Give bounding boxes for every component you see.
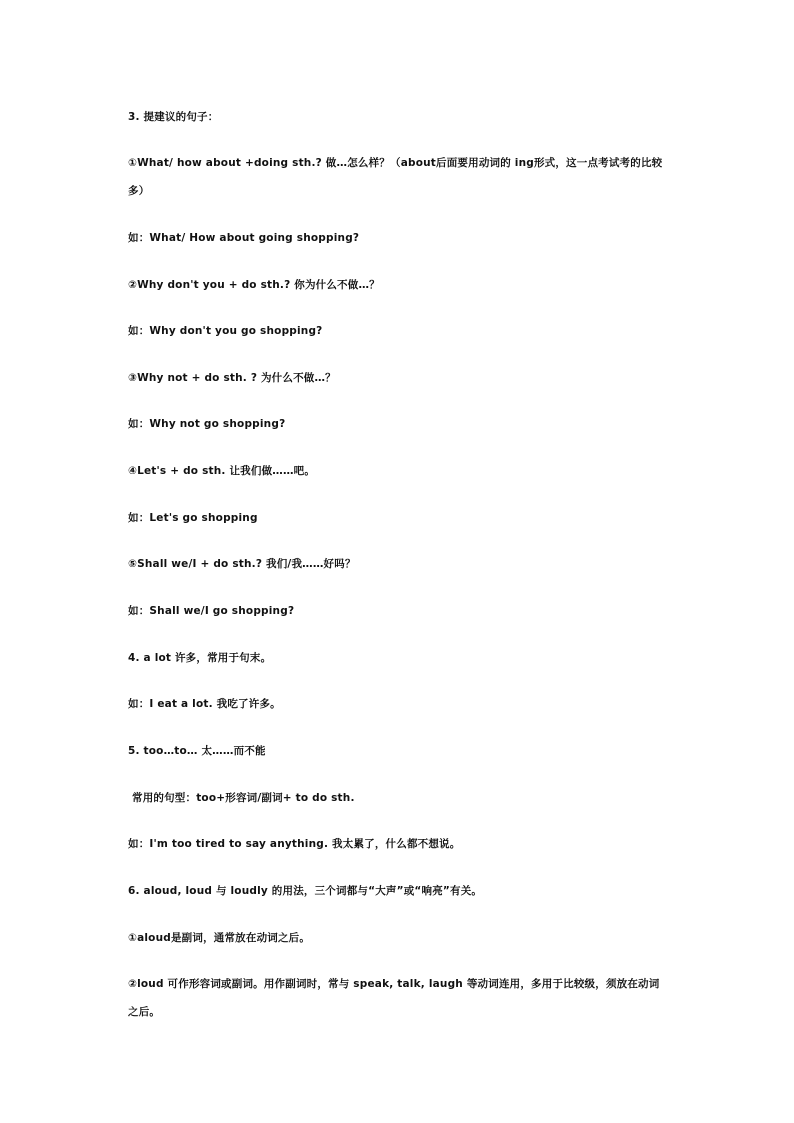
pattern-shall-we: ⑤Shall we/I + do sth.? 我们/我……好吗？	[128, 558, 356, 570]
section-heading-too-to: 5. too…to… 太……而不能	[128, 745, 266, 757]
example-lets: 如：Let's go shopping	[128, 512, 258, 524]
section-heading-a-lot: 4. a lot 许多，常用于句末。	[128, 652, 272, 664]
pattern-lets: ④Let's + do sth. 让我们做……吧。	[128, 465, 316, 477]
example-what-how-about: 如：What/ How about going shopping?	[128, 232, 360, 244]
section-heading-suggestions: 3. 提建议的句子：	[128, 111, 219, 123]
pattern-what-how-about: ①What/ how about +doing sth.? 做…怎么样？（about后面要用动词的 ing形式，这一点考试考的比较多）	[128, 157, 663, 197]
example-too-to: 如：I'm too tired to say anything. 我太累了，什么都不想说。	[128, 838, 461, 850]
usage-aloud: ①aloud是副词，通常放在动词之后。	[128, 932, 311, 944]
pattern-why-dont-you: ②Why don't you + do sth.? 你为什么不做…？	[128, 279, 380, 291]
example-a-lot: 如：I eat a lot. 我吃了许多。	[128, 698, 281, 710]
example-why-dont-you: 如：Why don't you go shopping?	[128, 325, 323, 337]
pattern-why-not: ③Why not + do sth. ? 为什么不做…？	[128, 372, 336, 384]
pattern-too-to: 常用的句型：too+形容词/副词+ to do sth.	[132, 792, 355, 804]
section-heading-aloud-loud-loudly: 6. aloud, loud 与 loudly 的用法，三个词都与“大声”或“响亮”有关。	[128, 885, 483, 897]
example-why-not: 如：Why not go shopping?	[128, 418, 286, 430]
example-shall-we: 如：Shall we/I go shopping?	[128, 605, 295, 617]
usage-loud: ②loud 可作形容词或副词。用作副词时，常与 speak, talk, laugh 等动词连用，多用于比较级，须放在动词之后。	[128, 978, 660, 1018]
